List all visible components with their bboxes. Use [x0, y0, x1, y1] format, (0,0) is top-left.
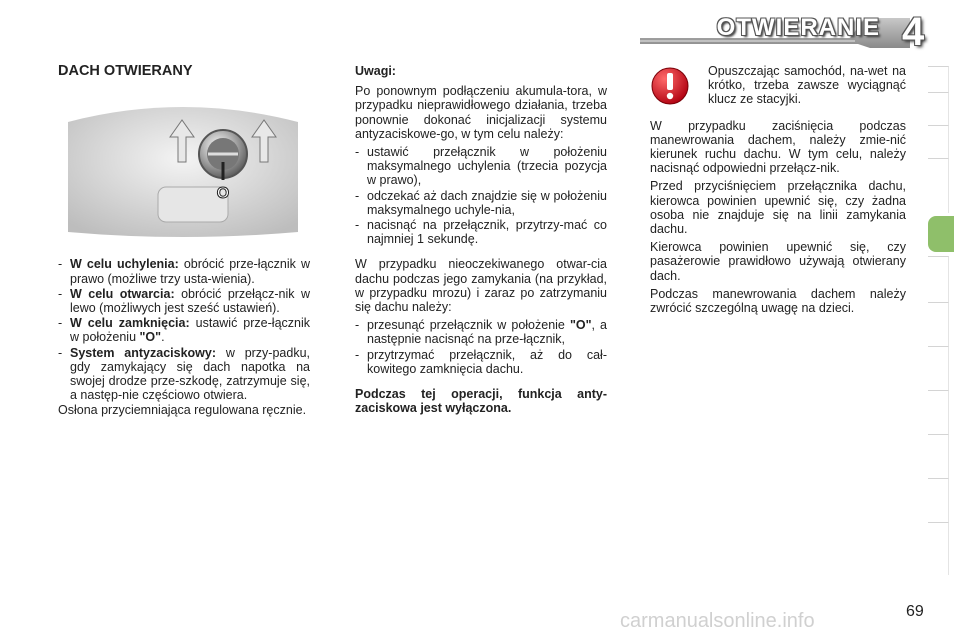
chapter-tab[interactable] [928, 434, 949, 479]
paragraph: Po ponownym podłączeniu akumula-tora, w przypadku nieprawidłowego działania, trzeba ponownie dokonać inicjalizacji systemu antyzaciskowe-go, w tym celu należy: [355, 84, 607, 141]
list-item: - ustawić przełącznik w położeniu maksymalnego uchylenia (trzecia pozycja w prawo), [355, 145, 607, 188]
chapter-number: 4 [902, 10, 925, 54]
chapter-tab[interactable] [928, 66, 949, 93]
column-right [650, 64, 906, 319]
chapter-tab[interactable] [928, 302, 949, 347]
warning-bold-text: Podczas tej operacji, funkcja anty-zaciskowa jest wyłączona. [355, 387, 607, 416]
chapter-tab[interactable] [928, 478, 949, 523]
warning-exclamation-icon [650, 66, 690, 106]
chapter-tab[interactable] [928, 125, 949, 159]
note-text: Osłona przyciemniająca regulowana ręcznie. [58, 403, 307, 418]
section-title: DACH OTWIERANY [58, 63, 193, 79]
notes-heading: Uwagi: [355, 64, 396, 78]
chapter-tab-active[interactable] [928, 216, 954, 252]
chapter-tab[interactable] [928, 390, 949, 435]
watermark-text: carmanualsonline.info [620, 610, 815, 632]
paragraph: Podczas manewrowania dachem należy zwrócić szczególną uwagę na dzieci. [650, 286, 906, 316]
chapter-side-tabs [928, 66, 950, 576]
chapter-tab[interactable] [928, 256, 949, 303]
list-item: - W celu zamknięcia: ustawić prze-łącznik w położeniu "O". [58, 316, 310, 345]
warning-text: Opuszczając samochód, na-wet na krótko, trzeba zawsze wyciągnąć klucz ze stacyjki. [708, 64, 906, 107]
list-item: - nacisnąć na przełącznik, przytrzy-mać co najmniej 1 sekundę. [355, 218, 607, 247]
paragraph: W przypadku nieoczekiwanego otwar-cia dachu podczas jego zamykania (na przykład, w przypadku mrozu) i zaraz po zatrzymaniu się dachu należy: [355, 257, 607, 315]
list-item: - W celu uchylenia: obrócić prze-łącznik w prawo (możliwe trzy usta-wienia). [58, 257, 310, 286]
chapter-tab[interactable] [928, 522, 949, 575]
switch-position-label: O [216, 185, 230, 203]
warning-box [650, 64, 906, 107]
chapter-tab[interactable] [928, 158, 949, 213]
paragraph: Kierowca powinien upewnić się, czy pasażerowie prawidłowo używają otwierany dach. [650, 240, 906, 283]
paragraph: Przed przyciśnięciem przełącznika dachu, kierowca powinien upewnić się, czy żadna osoba nie znajduje się na linii zamykania dachu. [650, 179, 906, 237]
list-item: - System antyzaciskowy: w przy-padku, gdy zamykający się dach napotka na swojej drodze prze-szkodę, zatrzymuje się, a następ-nie częściowo otwiera. [58, 345, 311, 403]
column-middle [355, 64, 607, 419]
list-item: - przesunąć przełącznik w położenie "O", a następnie nacisnąć na prze-łącznik, [355, 318, 607, 347]
list-item: - W celu otwarcia: obrócić przełącz-nik w lewo (możliwych jest sześć ustawień). [58, 286, 310, 316]
page-number: 69 [906, 603, 924, 620]
list-item: - odczekać aż dach znajdzie się w położeniu maksymalnego uchyle-nia, [355, 188, 607, 217]
paragraph: W przypadku zaciśnięcia podczas manewrowania dachem, należy zmie-nić kierunek ruchu dachu. W tym celu, należy nacisnąć odpowiedni przełącz-nik. [650, 118, 906, 176]
sunroof-switch-illustration [58, 92, 308, 242]
chapter-tab[interactable] [928, 346, 949, 391]
chapter-tab[interactable] [928, 92, 949, 126]
chapter-title: OTWIERANIE [716, 14, 880, 41]
column-left [58, 64, 310, 422]
list-item: - przytrzymać przełącznik, aż do cał-kowitego zamknięcia dachu. [355, 347, 607, 376]
